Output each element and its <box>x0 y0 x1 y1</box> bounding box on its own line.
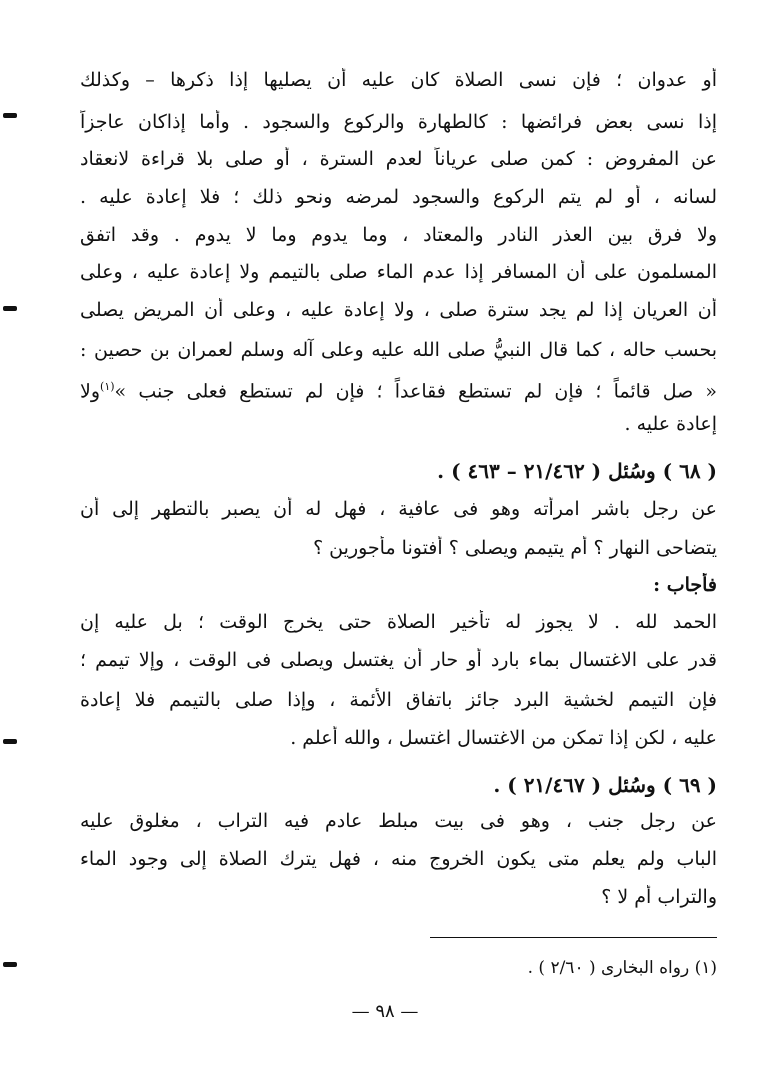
question-68-line: يتضاحى النهار ؟ أم يتيمم ويصلى ؟ أفتونا مأجورين ؟ <box>313 537 717 559</box>
body-line: ولا فرق بين العذر النادر والمعتاد ، وما يدوم وما لا يدوم . وقد اتفق <box>80 224 717 246</box>
footnote-reference: (١) <box>100 380 115 393</box>
body-line: عن المفروض : كمن صلى عرياناً لعدم السترة ، أو صلى بلا قراءة لانعقاد <box>80 148 717 170</box>
footnote: (١) رواه البخارى ( ٢/٦٠ ) . <box>527 958 717 978</box>
hadith-quote: « صل قائماً ؛ فإن لم تستطع فقاعداً ؛ فإن لم تستطع فعلى جنب » <box>114 380 717 403</box>
margin-mark <box>3 113 17 118</box>
margin-mark <box>3 306 17 311</box>
question-69-line: عن رجل جنب ، وهو فى بيت مبلط عادم فيه التراب ، مغلوق عليه <box>80 810 717 832</box>
question-69-line: والتراب أم لا ؟ <box>601 886 717 908</box>
question-69-line: الباب ولم يعلم متى يكون الخروج منه ، فهل يترك الصلاة إلى وجود الماء <box>80 848 717 870</box>
question-68-heading: ( ٦٨ ) وسُئل ( ٢١/٤٦٢ – ٤٦٣ ) . <box>437 459 717 483</box>
body-line: إعادة عليه . <box>624 413 717 435</box>
margin-mark <box>3 962 17 967</box>
body-line: أن العريان إذا لم يجد سترة صلى ، ولا إعادة عليه ، وعلى أن المريض يصلى <box>80 299 717 321</box>
page-number: — ٩٨ — <box>351 1001 419 1022</box>
body-line: أو عدوان ؛ فإن نسى الصلاة كان عليه أن يصليها إذا ذكرها – وكذلك <box>80 69 717 91</box>
footnote-divider <box>430 937 717 938</box>
answer-line: عليه ، لكن إذا تمكن من الاغتسال اغتسل ، والله أعلم . <box>290 727 717 749</box>
margin-mark <box>3 739 17 744</box>
body-line: بحسب حاله ، كما قال النبيُّ صلى الله عليه وعلى آله وسلم لعمران بن حصين : <box>80 339 717 361</box>
body-line: المسلمون على أن المسافر إذا عدم الماء صلى بالتيمم ولا إعادة عليه ، وعلى <box>80 261 717 283</box>
question-68-line: عن رجل باشر امرأته وهو فى عافية ، فهل له أن يصبر بالتطهر إلى أن <box>80 498 717 520</box>
answer-line: الحمد لله . لا يجوز له تأخير الصلاة حتى يخرج الوقت ؛ بل عليه إن <box>80 611 717 633</box>
line-tail: ولا <box>80 380 101 403</box>
question-69-heading: ( ٦٩ ) وسُئل ( ٢١/٤٦٧ ) . <box>493 773 717 797</box>
answer-line: قدر على الاغتسال بماء بارد أو حار أن يغتسل ويصلى فى الوقت ، وإلا تيمم ؛ <box>80 649 717 671</box>
body-line: إذا نسى بعض فرائضها : كالطهارة والركوع والسجود . وأما إذاكان عاجزاً <box>80 111 717 133</box>
answer-line: فإن التيمم لخشية البرد جائز باتفاق الأئمة ، وإذا صلى بالتيمم فلا إعادة <box>80 689 717 711</box>
answer-label: فأجاب : <box>653 574 717 596</box>
body-line: لسانه ، أو لم يتم الركوع والسجود لمرضه ونحو ذلك ؛ فلا إعادة عليه . <box>80 186 717 208</box>
body-line-with-footnote <box>80 375 717 403</box>
